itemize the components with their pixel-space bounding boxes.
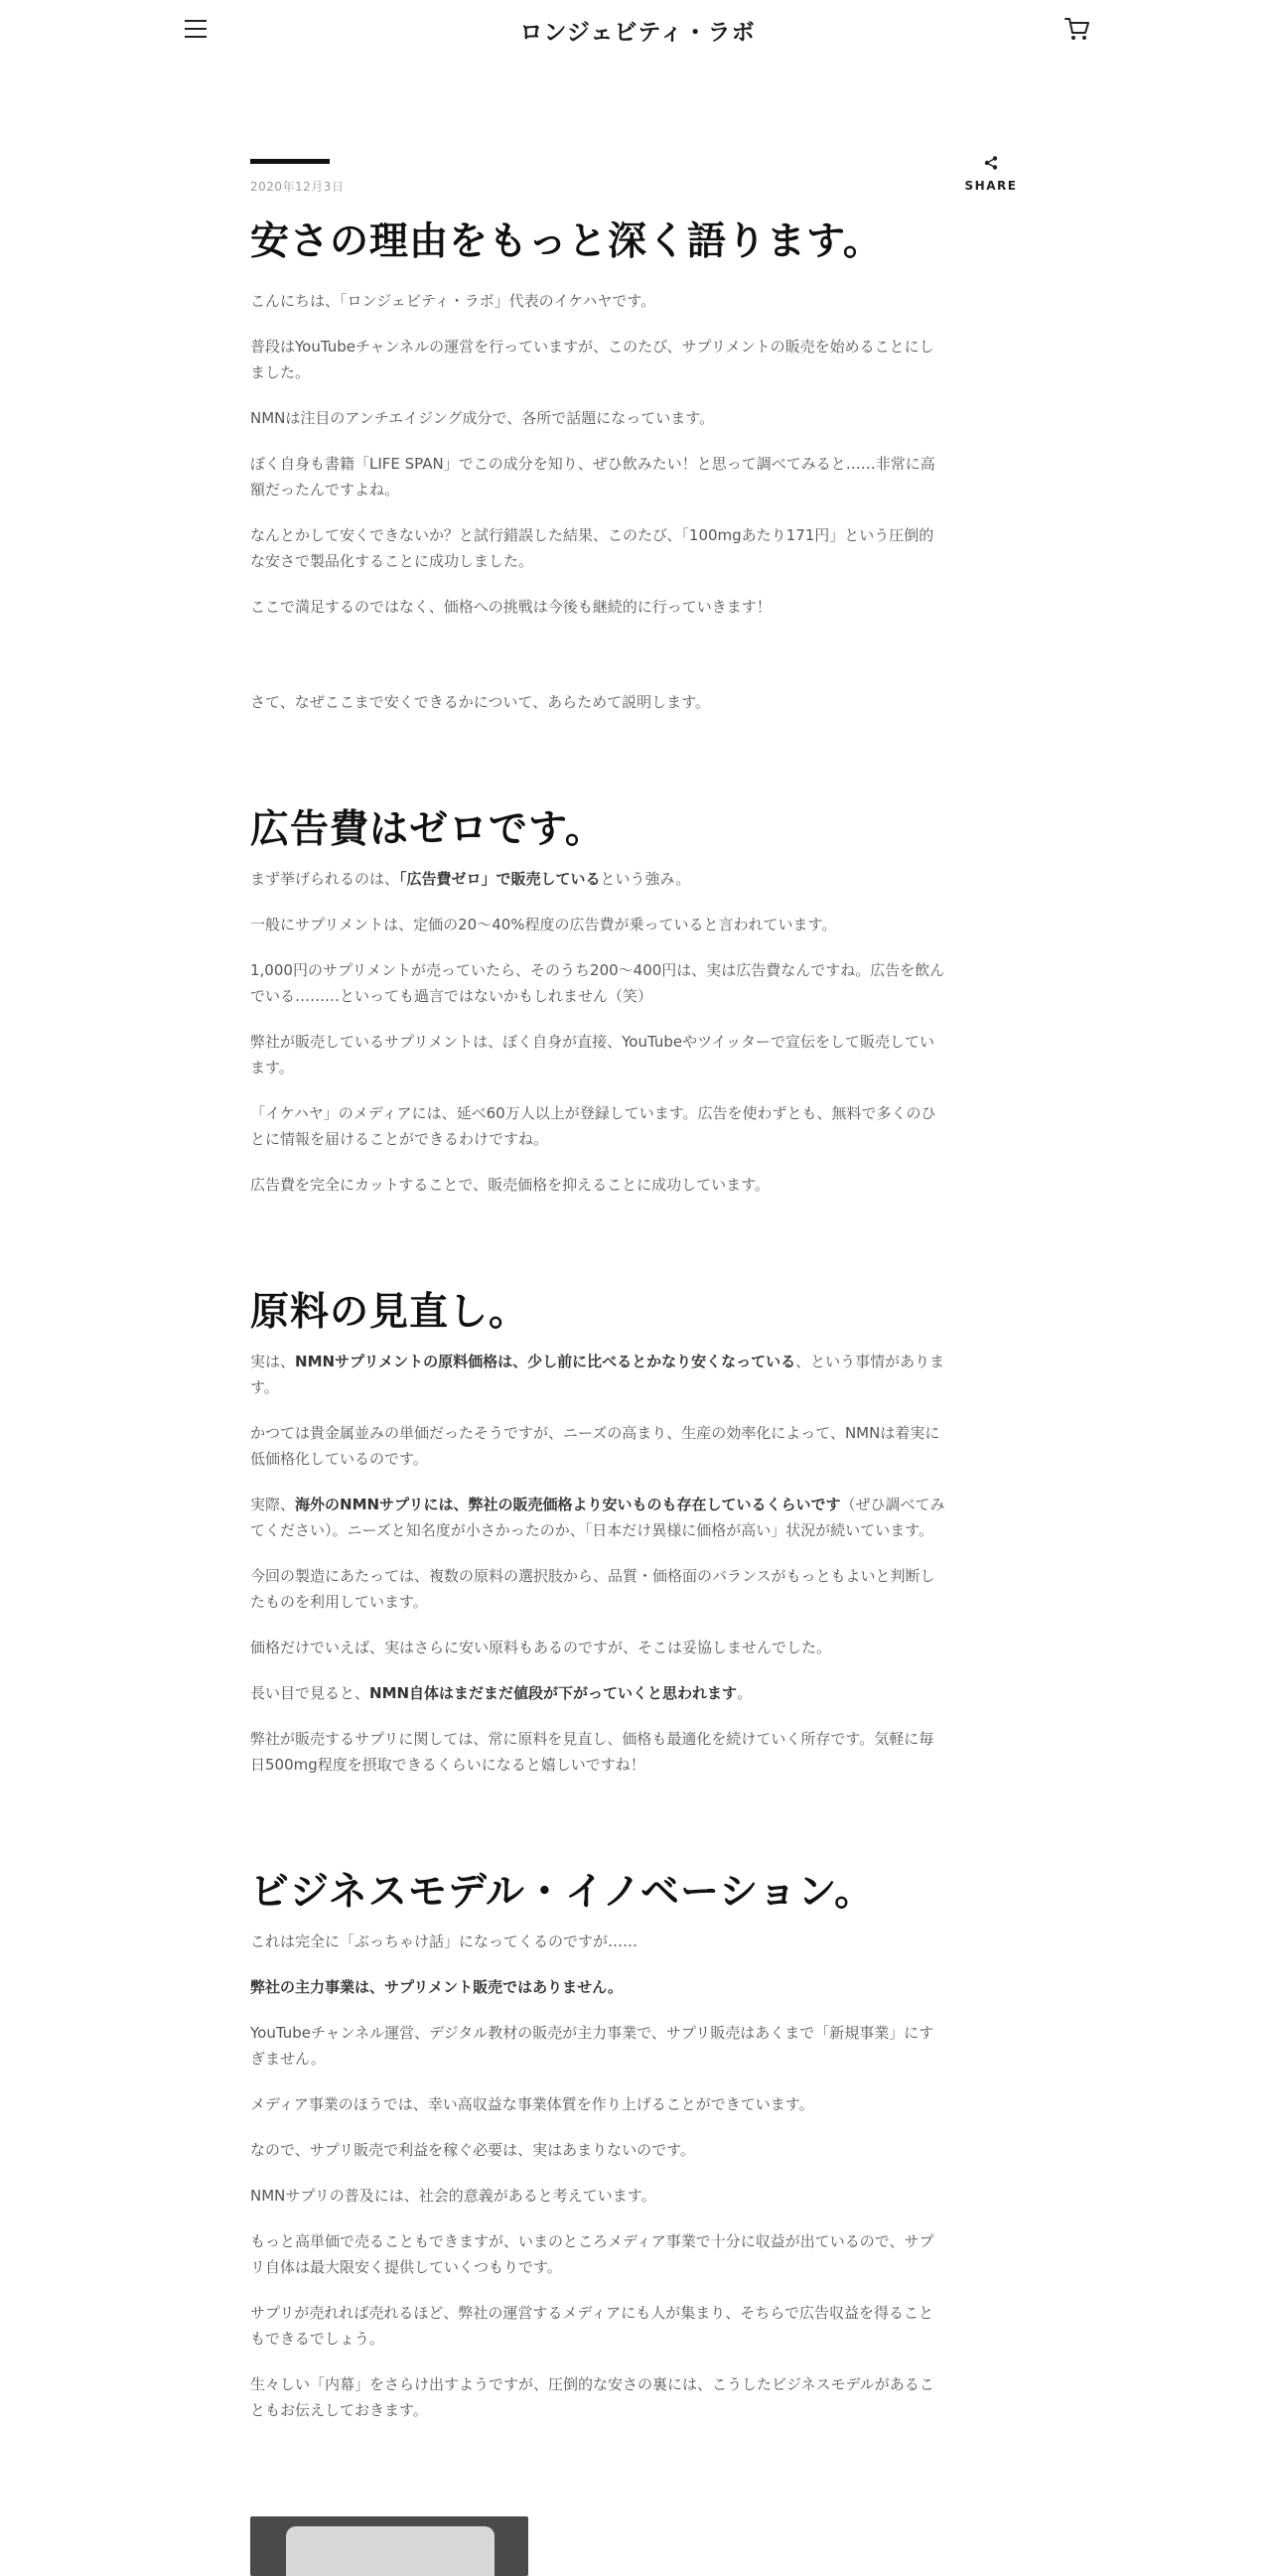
body-paragraph: もっと高単価で売ることもできますが、いまのところメディア事業で十分に収益が出ているので、サプリ自体は最大限安く提供していくつもりです。 bbox=[250, 2232, 934, 2276]
body-paragraph: 生々しい「内幕」をさらけ出すようですが、圧倒的な安さの裏には、こうしたビジネスモデルがあることもお伝えしておきます。 bbox=[250, 2375, 934, 2419]
intro-closing: さて、なぜここまで安くできるかについて、あらためて説明します。 bbox=[250, 693, 710, 711]
body-paragraph: 一般にサプリメントは、定価の20〜40%程度の広告費が乗っていると言われています。 bbox=[250, 916, 837, 933]
body-paragraph: 実は、NMNサプリメントの原料価格は、少し前に比べるとかなり安くなっている、という事情があります。 bbox=[250, 1353, 945, 1396]
share-icon bbox=[983, 155, 999, 171]
body-paragraph: 実際、海外のNMNサプリには、弊社の販売価格より安いものも存在しているくらいです（ぜひ調べてみてください）。ニーズと知名度が小さかったのか、「日本だけ異様に価格が高い」状況が続いています。 bbox=[250, 1496, 945, 1539]
intro-paragraph: 普段はYouTubeチャンネルの運営を行っていますが、このたび、サプリメントの販売を始めることにしました。 bbox=[250, 338, 934, 381]
body-paragraph: これは完全に「ぶっちゃけ話」になってくるのですが…… bbox=[250, 1932, 638, 1950]
bold-text: NMNサプリメントの原料価格は、少し前に比べるとかなり安くなっている bbox=[295, 1353, 796, 1370]
body-paragraph: YouTubeチャンネル運営、デジタル教材の販売が主力事業で、サプリ販売はあくまで「新規事業」にすぎません。 bbox=[250, 2024, 934, 2068]
product-image bbox=[286, 2526, 495, 2576]
section-heading-ad-cost: 広告費はゼロです。 bbox=[250, 807, 605, 852]
body-paragraph: サプリが売れれば売れるほど、弊社の運営するメディアにも人が集まり、そちらで広告収益を得ることもできるでしょう。 bbox=[250, 2304, 934, 2348]
body-paragraph: 「イケハヤ」のメディアには、延べ60万人以上が登録しています。広告を使わずとも、無料で多くのひとに情報を届けることができるわけですね。 bbox=[250, 1104, 936, 1148]
bold-text: 「広告費ゼロ」で販売している bbox=[399, 870, 601, 888]
article-image bbox=[250, 2516, 528, 2576]
share-label: SHARE bbox=[964, 179, 1018, 193]
body-paragraph: かつては貴金属並みの単価だったそうですが、ニーズの高まり、生産の効率化によって、NMNは着実に低価格化しているのです。 bbox=[250, 1424, 940, 1468]
bold-text: 弊社の主力事業は、サプリメント販売ではありません。 bbox=[250, 1978, 624, 1996]
section-heading-business-model: ビジネスモデル・イノベーション。 bbox=[250, 1870, 875, 1915]
body-paragraph: 今回の製造にあたっては、複数の原料の選択肢から、品質・価格面のバランスがもっともよいと判断したものを利用しています。 bbox=[250, 1567, 935, 1611]
body-paragraph: 広告費を完全にカットすることで、販売価格を抑えることに成功しています。 bbox=[250, 1176, 770, 1194]
body-paragraph: 弊社が販売するサプリに関しては、常に原料を見直し、価格も最適化を続けていく所存です。気軽に毎日500mg程度を摂取できるくらいになると嬉しいですね！ bbox=[250, 1730, 934, 1774]
shopping-cart-icon[interactable] bbox=[1062, 14, 1092, 44]
body-paragraph bbox=[250, 1974, 945, 2000]
body-paragraph: なので、サプリ販売で利益を稼ぐ必要は、実はあまりないのです。 bbox=[250, 2141, 695, 2159]
body-paragraph: 長い目で見ると、NMN自体はまだまだ値段が下がっていくと思われます。 bbox=[250, 1684, 753, 1702]
bold-text: 海外のNMNサプリには、弊社の販売価格より安いものも存在しているくらいです bbox=[295, 1496, 841, 1513]
intro-paragraph: NMNは注目のアンチエイジング成分で、各所で話題になっています。 bbox=[250, 409, 715, 427]
share-button[interactable] bbox=[961, 155, 1021, 193]
intro-paragraph: こんにちは、「ロンジェビティ・ラボ」代表のイケハヤです。 bbox=[250, 292, 656, 310]
body-paragraph: 価格だけでいえば、実はさらに安い原料もあるのですが、そこは妥協しませんでした。 bbox=[250, 1639, 832, 1656]
section-heading-materials: 原料の見直し。 bbox=[250, 1290, 529, 1335]
intro-paragraph: なんとかして安くできないか？と試行錯誤した結果、このたび、「100mgあたり171円」という圧倒的な安さで製品化することに成功しました。 bbox=[250, 526, 934, 570]
body-paragraph: まず挙げられるのは、「広告費ゼロ」で販売しているという強み。 bbox=[250, 870, 691, 888]
article-title: 安さの理由をもっと深く語ります。 bbox=[250, 219, 883, 264]
article bbox=[250, 159, 945, 2443]
title-rule bbox=[250, 159, 330, 164]
body-paragraph: 弊社が販売しているサプリメントは、ぼく自身が直接、YouTubeやツイッターで宣伝をして販売しています。 bbox=[250, 1033, 935, 1076]
intro-paragraph: ぼく自身も書籍「LIFE SPAN」でこの成分を知り、ぜひ飲みたい！と思って調べてみると……非常に高額だったんですよね。 bbox=[250, 455, 935, 499]
body-paragraph: メディア事業のほうでは、幸い高収益な事業体質を作り上げることができています。 bbox=[250, 2095, 814, 2113]
article-date: 2020年12月3日 bbox=[250, 180, 345, 194]
body-paragraph: NMNサプリの普及には、社会的意義があると考えています。 bbox=[250, 2187, 656, 2205]
site-title[interactable]: ロンジェビティ・ラボ bbox=[519, 20, 756, 46]
site-header bbox=[0, 0, 1275, 60]
intro-paragraph: ここで満足するのではなく、価格への挑戦は今後も継続的に行っていきます！ bbox=[250, 598, 772, 616]
bold-text: NMN自体はまだまだ値段が下がっていくと思われます bbox=[369, 1684, 738, 1702]
body-paragraph: 1,000円のサプリメントが売っていたら、そのうち200〜400円は、実は広告費なんですね。広告を飲んでいる………といっても過言ではないかもしれません（笑） bbox=[250, 961, 945, 1005]
